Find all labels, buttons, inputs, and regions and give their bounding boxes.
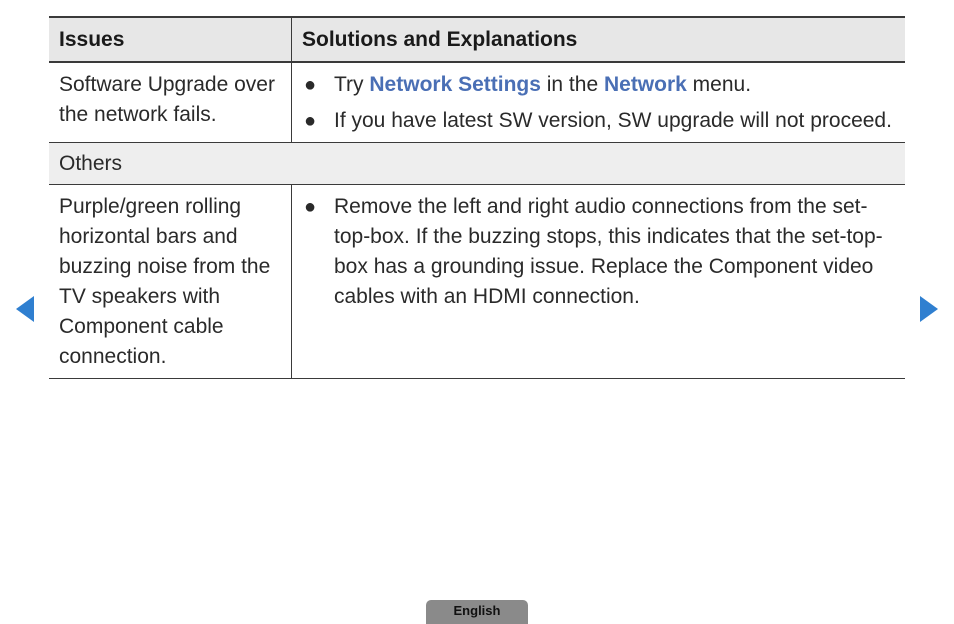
list-item xyxy=(302,106,895,136)
issue-cell: Purple/green rolling horizontal bars and buzzing noise from the TV speakers with Component cable connection. xyxy=(49,185,292,379)
solution-cell xyxy=(292,62,906,143)
bullet-text-pre: Try xyxy=(334,73,370,96)
bullet-text-post: menu. xyxy=(686,73,752,96)
triangle-right-icon[interactable] xyxy=(920,296,938,322)
bullet-icon: ● xyxy=(304,74,317,96)
bullet-text: Remove the left and right audio connections from the set-top-box. If the buzzing stops, this indicates that the set-top-box has a grounding issue. Replace the Component video cables with an HDMI connection. xyxy=(334,195,883,308)
list-item xyxy=(302,192,895,312)
section-row xyxy=(49,143,905,185)
solution-cell xyxy=(292,185,906,379)
table-row xyxy=(49,185,905,379)
network-settings-link: Network Settings xyxy=(369,73,541,96)
section-label: Others xyxy=(49,143,905,185)
network-menu-link: Network xyxy=(603,73,687,96)
issue-cell: Software Upgrade over the network fails. xyxy=(49,62,292,143)
bullet-text-mid: in the xyxy=(540,73,604,96)
bullet-icon: ● xyxy=(304,110,317,132)
header-solutions: Solutions and Explanations xyxy=(292,17,906,62)
language-tab[interactable]: English xyxy=(426,600,528,624)
table-header-row xyxy=(49,17,905,62)
solution-list xyxy=(302,192,895,312)
solution-list xyxy=(302,70,895,136)
bullet-text: If you have latest SW version, SW upgrade will not proceed. xyxy=(334,109,892,132)
list-item xyxy=(302,70,895,100)
bullet-icon: ● xyxy=(304,196,317,218)
triangle-left-icon[interactable] xyxy=(16,296,34,322)
troubleshooting-table xyxy=(49,16,905,379)
header-issues: Issues xyxy=(49,17,292,62)
table-row xyxy=(49,62,905,143)
